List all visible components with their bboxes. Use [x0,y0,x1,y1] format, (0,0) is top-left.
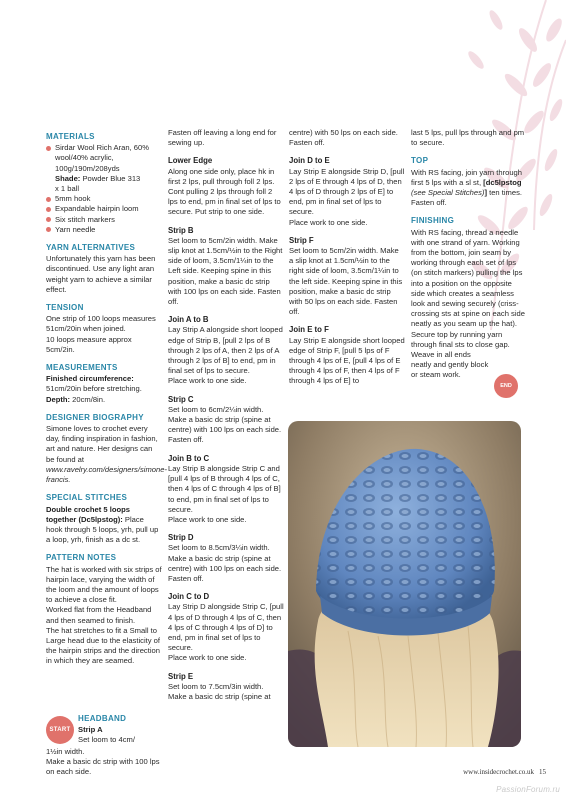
strip-f-text: Set loom to 5cm/2in width. Make a slip knot at 1.5cm/½in to the right side of loom, 3.5cm/1¼in to the left side. Keeping spine in this position, make a basic dc strip with 50 lps on each side. Fasten off. [289,246,403,317]
strip-b-text: Set loom to 5cm/2in width. Make slip knot at 1.5cm/½in to the Right side of loom, 3.5cm/1¼in to the Left side. Keeping spine in this position, make a basic dc strip with 100 lps on each side. Fasten off. [168,235,283,307]
join-de-text: Lay Strip E alongside Strip D, [pull 2 lps of E through 4 lps of D, then 4 lps of D through 2 lps of E] to end, pm in final set of lps to secure. [289,166,405,217]
tension-text-2: 10 loops measure approx 5cm/2in. [46,334,132,354]
shade-label: Shade: [55,173,81,183]
column-1 [46,128,167,667]
finishing-text: With RS facing, thread a needle with one strand of yarn. Working from the bottom, join seam by working through each set of lps (on stitch markers) pulling the lps into a position on the opposite side which creates a seamless look and sewing securely (criss-crossing sts at spine on each side neatly as you seam up the hat). Secure top by running yarn through final sts to close gap. [411,227,525,349]
finishing-text-2: Weave in all ends neatly and gently block or steam work. [411,350,489,380]
depth-value: 20cm/8in. [70,394,106,404]
strip-f-heading: Strip F [289,235,314,245]
circumference-label: Finished circumference: [46,374,134,384]
headband-continued [46,747,164,778]
materials-item: 5mm hook [46,194,162,204]
join-ef-text: Lay Strip E alongside short looped edge of Strip F, [pull 5 lps of F through 4 lps of E, [pull 4 lps of E through 4 lps of F, then 4 lps of F through 4 lps of E] to [289,335,405,386]
lower-edge-heading: Lower Edge [168,156,213,166]
strip-a-text-3: Make a basic dc strip with 100 lps on each side. [46,757,160,777]
lower-edge-text: Along one side only, place hk in first 2 lps, pull through foll 2 lps. Cont pulling 2 lps through foll 2 lps to end, pm in final set of lps to secure. Put strip to one side. [168,166,281,217]
yarn-alternatives-heading: YARN ALTERNATIVES [46,243,136,253]
headband-heading: HEADBAND [78,714,127,723]
strip-a-text: Set loom to 4cm/ [78,735,135,745]
knitted-hat-photo [288,421,521,747]
materials-item: Expandable hairpin loom [46,204,162,214]
headband-section [78,714,164,746]
tension-text: One strip of 100 loops measures 51cm/20in when joined. [46,314,156,334]
join-bc-text-2: Place work to one side. [168,514,247,524]
column-4 [411,128,527,381]
strip-a-text-2: 1½in width. [46,747,85,756]
col3-intro: centre) with 50 lps on each side. Fasten off. [289,128,398,148]
special-stitch-text: Double crochet 5 loops together (Dc5lpstog): Place hook through 5 loops, yrh, pull up a loop, yrh, finish as a dc st. [46,504,159,545]
depth-label: Depth: [46,394,71,404]
pattern-notes-text-2: Worked flat from the Headband and then seamed to finish. [46,605,152,625]
col4-intro: last 5 lps, pull lps through and pm to secure. [411,128,525,148]
shade-qty: x 1 ball [55,184,80,194]
join-ab-text-2: Place work to one side. [168,376,247,386]
designer-heading: DESIGNER BIOGRAPHY [46,412,144,422]
designer-text: Simone loves to crochet every day, finding inspiration in fashion, art and nature. Her designs can be found at www.ravelry.com/designers/simone-francis. [46,424,167,485]
measurements-heading: MEASUREMENTS [46,363,118,373]
strip-c-heading: Strip C [168,394,194,404]
pattern-notes-text: The hat is worked with six strips of hairpin lace, varying the width of the loom and the amount of loops to achieve a close fit. [46,564,162,605]
strip-e-text: Set loom to 7.5cm/3in width. Make a basic dc strip (spine at [168,681,271,701]
column-3 [289,128,405,387]
page-footer [463,768,546,776]
yarn-alternatives-text: Unfortunately this yarn has been discontinued. Use any light aran weight yarn to achieve a similar effect. [46,254,156,294]
tension-heading: TENSION [46,303,84,313]
join-bc-heading: Join B to C [168,453,210,463]
strip-c-text: Set loom to 6cm/2¼in width. Make a basic dc strip (spine at centre) with 100 lps on each side. Fasten off. [168,404,282,445]
top-heading: TOP [411,156,429,166]
join-de-heading: Join D to E [289,156,330,166]
column-2 [168,128,284,702]
join-ef-heading: Join E to F [289,325,329,335]
join-cd-heading: Join C to D [168,592,210,602]
strip-d-text: Set loom to 8.5cm/3¼in width. Make a basic dc strip (spine at centre) with 100 lps on each side. Fasten off. [168,543,282,583]
strip-a-heading: Strip A [78,725,103,735]
strip-d-heading: Strip D [168,533,194,543]
materials-item: Yarn needle [46,225,162,235]
materials-item: Six stitch markers [46,215,162,225]
join-cd-text-2: Place work to one side. [168,653,247,663]
start-badge: START [46,716,74,744]
pattern-notes-heading: PATTERN NOTES [46,553,117,563]
materials-heading: MATERIALS [46,132,95,141]
join-ab-text: Lay Strip A alongside short looped edge of Strip B, [pull 2 lps of B through 2 lps of A, then 2 lps of A through 2 lps of B] to end, pm in final set of lps to secure. [168,325,283,376]
footer-url[interactable]: www.insidecrochet.co.uk [463,768,534,776]
finishing-heading: FINISHING [411,216,455,226]
join-bc-text: Lay Strip B alongside Strip C and [pull 4 lps of B through 4 lps of C, then 4 lps of C through 4 lps of B] to end, pm in final set of lps to secure. [168,463,281,514]
join-cd-text: Lay Strip D alongside Strip C, [pull 4 lps of D through 4 lps of C, then 4 lps of C through 4 lps of D] to end, pm in final set of lps to secure. [168,602,284,653]
circumference-value: 51cm/20in before stretching. [46,384,142,394]
pattern-notes-text-3: The hat stretches to fit a Small to Large head due to the elasticity of the hairpin strips and the direction in which they are seamed. [46,625,160,666]
materials-list [46,143,162,235]
depth-line [46,395,162,405]
special-stitch-name: Double crochet 5 loops together (Dc5lpstog): [46,504,130,524]
strip-e-heading: Strip E [168,671,194,681]
watermark: PassionForum.ru [496,785,560,794]
designer-link[interactable]: www.ravelry.com/designers/simone-francis. [46,464,167,485]
materials-item: Sirdar Wool Rich Aran, 60% wool/40% acrylic, 100g/190m/208yds Shade: Powder Blue 313 x 1 ball [46,143,162,194]
end-badge: END [494,374,518,398]
join-de-text-2: Place work to one side. [289,217,368,227]
top-text: With RS facing, join yarn through first 5 lps with a sl st, [dc5lpstog (see Special Stitches)] ten times. Fasten off. [411,167,523,208]
strip-b-heading: Strip B [168,225,194,235]
join-ab-heading: Join A to B [168,315,209,325]
special-stitches-heading: SPECIAL STITCHES [46,493,128,503]
page-number: 15 [539,768,546,776]
col2-intro: Fasten off leaving a long end for sewing up. [168,128,277,148]
shade-value: Powder Blue 313 [80,173,141,183]
